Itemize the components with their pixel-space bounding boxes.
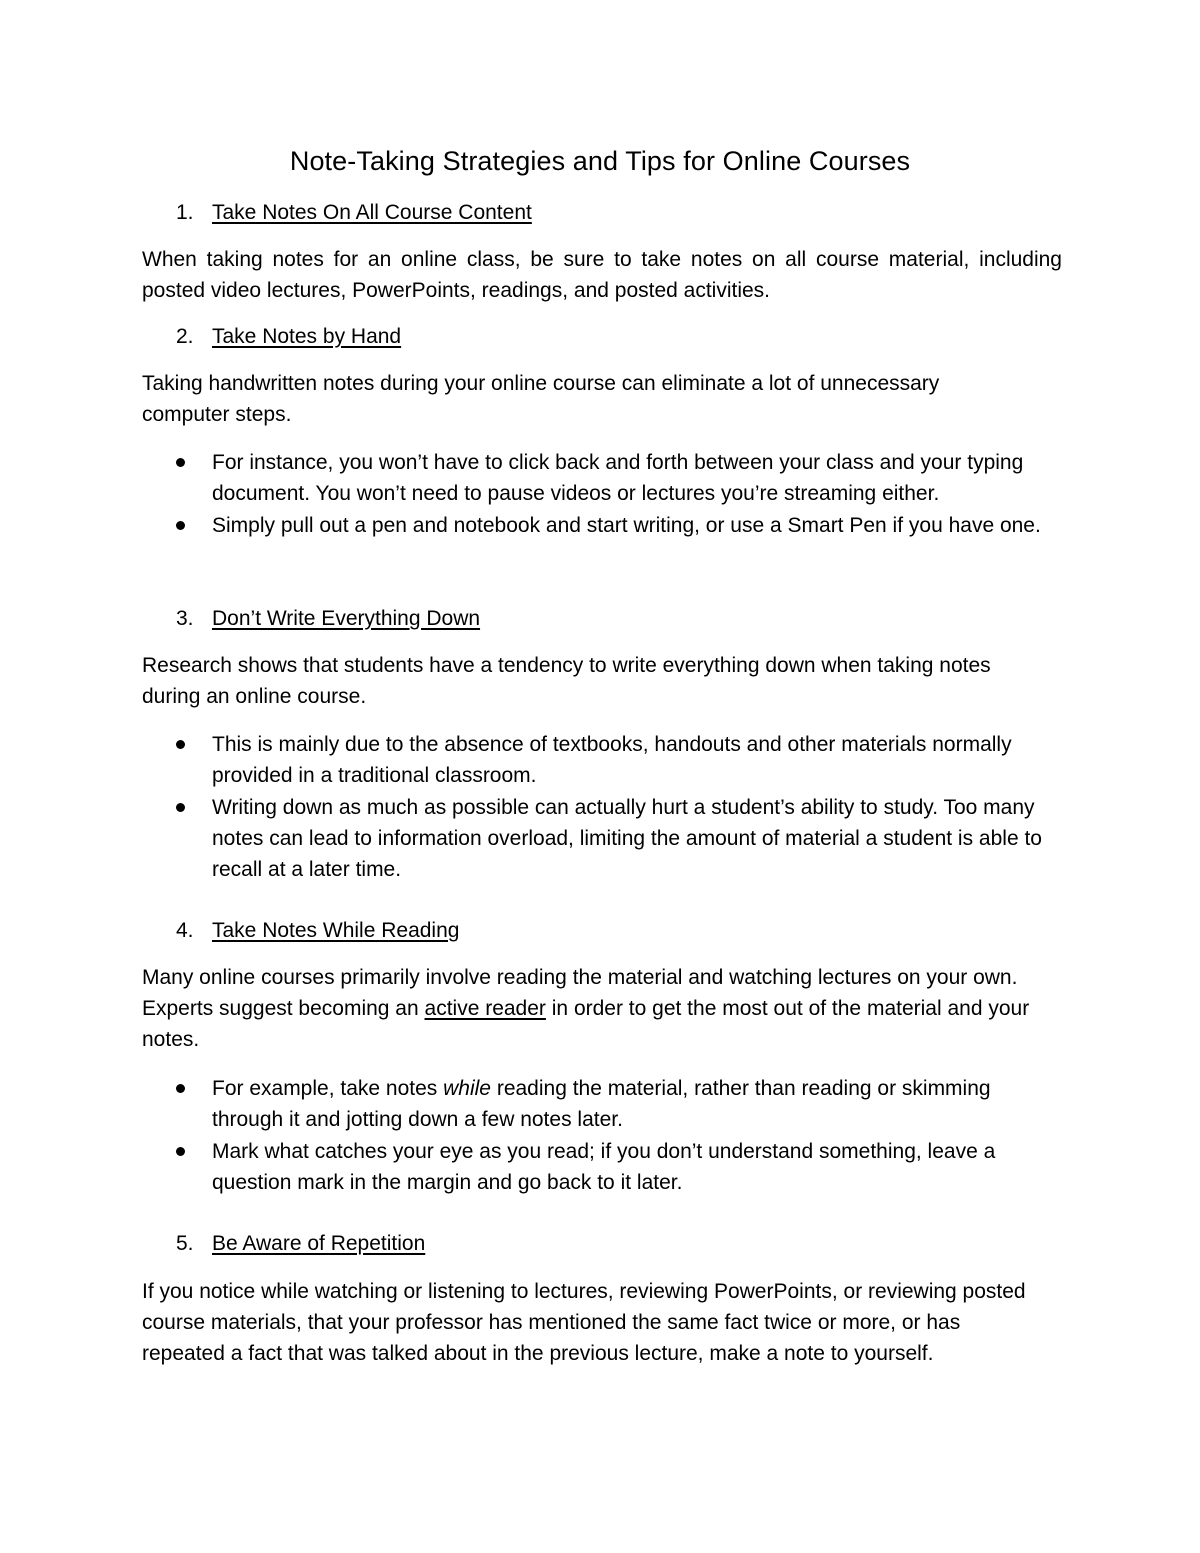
bullet-text: For example, take notes: [212, 1077, 438, 1100]
bullet-item: [212, 510, 1062, 541]
bullet-icon: [176, 521, 185, 530]
section-number: 1.: [176, 201, 194, 224]
section-paragraph-5: If you notice while watching or listening to lectures, reviewing PowerPoints, or reviewing posted course materials, that your professor has mentioned the same fact twice or more, or has repeated a fact that was talked about in the previous lecture, make a note to yourself.: [142, 1280, 1026, 1365]
section-number: 2.: [176, 325, 194, 348]
bullet-item: [212, 729, 1062, 791]
section-number: 4.: [176, 919, 194, 942]
section-heading-2: [176, 322, 401, 352]
bullet-text: This is mainly due to the absence of textbooks, handouts and other materials normally provided in a traditional classroom.: [212, 733, 1012, 787]
section-heading-5: [176, 1229, 425, 1259]
section-paragraph-3: Research shows that students have a tendency to write everything down when taking notes during an online course.: [142, 654, 991, 708]
section-heading-text: Take Notes by Hand: [212, 325, 402, 348]
paragraph-text: in order to get the most out of the material and your notes.: [142, 997, 1030, 1051]
bullet-item: [212, 1136, 1062, 1198]
section-paragraph-4: [142, 962, 1062, 1055]
bullet-item: [212, 1073, 1062, 1135]
bullet-icon: [176, 740, 185, 749]
bullet-text: Mark what catches your eye as you read; if you don’t understand something, leave a question mark in the margin and go back to it later.: [212, 1140, 996, 1194]
section-number: 5.: [176, 1232, 194, 1255]
bullet-icon: [176, 803, 185, 812]
bullet-icon: [176, 1147, 185, 1156]
bullet-text: For instance, you won’t have to click back and forth between your class and your typing document. You won’t need to pause videos or lectures you’re streaming either.: [212, 451, 1024, 505]
bullet-emphasis: while: [443, 1077, 491, 1100]
section-heading-text: Take Notes On All Course Content: [212, 201, 532, 224]
section-paragraph-1: When taking notes for an online class, be sure to take notes on all course material, including posted video lectures, PowerPoints, readings, and posted activities.: [142, 248, 1062, 302]
bullet-item: [212, 792, 1062, 885]
section-paragraph-2: Taking handwritten notes during your online course can eliminate a lot of unnecessary computer steps.: [142, 372, 940, 426]
document-title: Note-Taking Strategies and Tips for Online Courses: [289, 146, 911, 176]
section-number: 3.: [176, 607, 194, 630]
bullet-text: Writing down as much as possible can actually hurt a student’s ability to study. Too many notes can lead to information overload, limiting the amount of material a student is able to recall at a later time.: [212, 796, 1042, 881]
bullet-icon: [176, 1084, 185, 1093]
section-heading-4: [176, 916, 459, 946]
active-reader-link[interactable]: active reader: [424, 997, 546, 1020]
section-heading-1: [176, 198, 532, 228]
bullet-text: reading the material, rather than reading or skimming through it and jotting down a few notes later.: [212, 1077, 991, 1131]
bullet-item: [212, 447, 1062, 509]
bullet-icon: [176, 458, 185, 467]
bullet-text: Simply pull out a pen and notebook and start writing, or use a Smart Pen if you have one.: [212, 514, 1041, 537]
section-heading-3: [176, 604, 480, 634]
section-heading-text: Don’t Write Everything Down: [212, 607, 481, 630]
section-heading-text: Be Aware of Repetition: [212, 1232, 426, 1255]
paragraph-text: Many online courses primarily involve reading the material and watching lectures on your own. Experts suggest becoming an: [142, 966, 1018, 1020]
section-heading-text: Take Notes While Reading: [212, 919, 460, 942]
